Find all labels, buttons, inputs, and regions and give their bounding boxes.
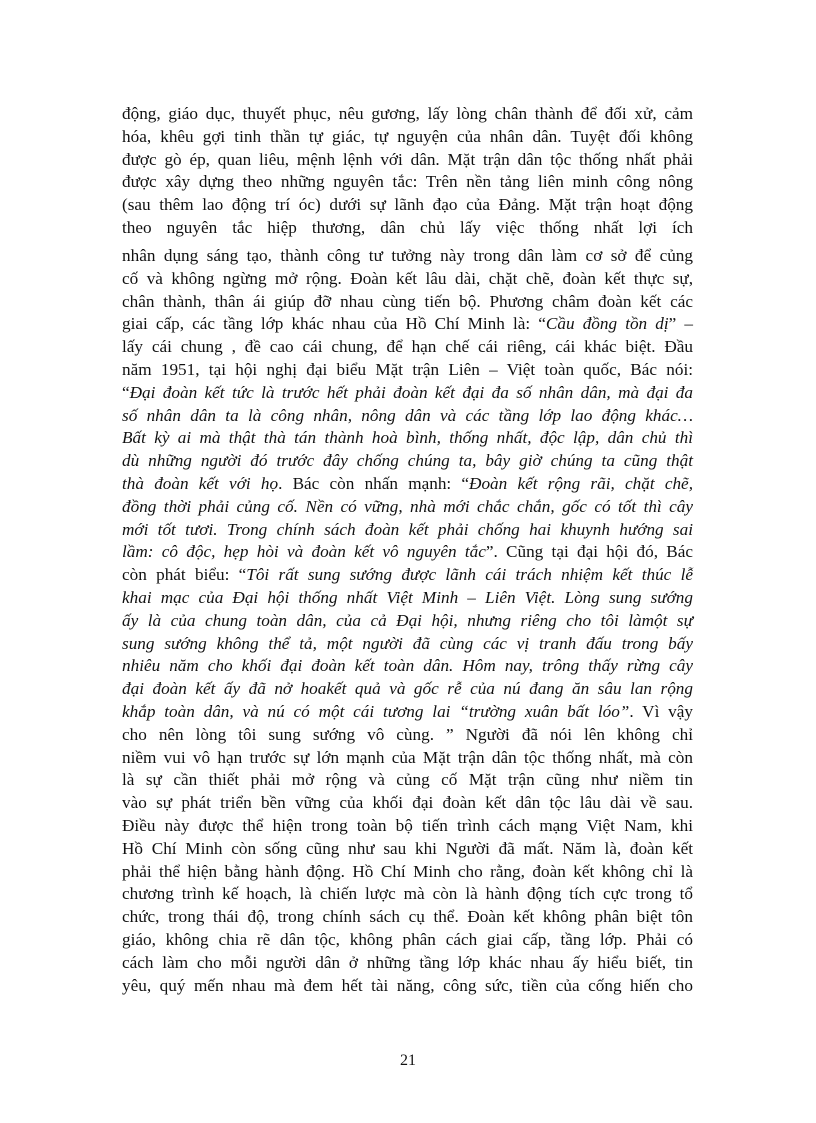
line-text: theo nguyên tắc hiệp thương, dân chủ lấy việc thống nhất lợi ích (122, 218, 693, 237)
text-line (122, 245, 693, 267)
text-line (122, 268, 693, 290)
line-text: động, giáo dục, thuyết phục, nêu gương, lấy lòng chân thành để đối xử, cảm (122, 104, 693, 123)
line-text: giáo, không chia rẽ dân tộc, không phân cách giai cấp, tầng lớp. Phải có (122, 930, 693, 949)
italic-quote-text: dù những người đó trước đây chống chúng ta, bây giờ chúng ta cũng thật (122, 451, 693, 471)
line-text: là sự cần thiết phải mở rộng và củng cố Mặt trận cũng như niềm tin (122, 770, 693, 790)
line-text: ” – (668, 314, 693, 334)
line-text: “ (122, 382, 130, 402)
text-line (122, 541, 693, 563)
line-text: năm 1951, tại hội nghị đại biểu Mặt trận Liên – Việt toàn quốc, Bác nói: (122, 360, 693, 379)
line-text: chân thành, thân ái giúp đỡ nhau cùng tiến bộ. Phương châm đoàn kết các (122, 291, 693, 311)
italic-quote-text: lầm: cô độc, hẹp hòi và đoàn kết vô nguyên tắc (122, 542, 486, 562)
italic-quote-text: Đoàn kết rộng rãi, chặt chẽ, (469, 474, 693, 493)
italic-quote-text: thà đoàn kết với họ (122, 474, 279, 493)
line-text: chức, trong thái độ, trong chính sách cụ thể. Đoàn kết không phân biệt tôn (122, 907, 693, 927)
text-line (122, 655, 693, 677)
text-line (122, 929, 693, 951)
italic-quote-text: khắp toàn dân, và nú có một cái tương lai “trường xuân bất lóo” (122, 702, 630, 721)
text-line (122, 587, 693, 609)
text-line (122, 313, 693, 335)
italic-quote-text: Đại đoàn kết tức là trước hết phải đoàn kết đại đa số nhân dân, mà đại đa (129, 382, 693, 402)
line-text: được gò ép, quan liêu, mệnh lệnh với dân. Mặt trận dân tộc thống nhất phải (122, 149, 693, 169)
text-line (122, 838, 693, 860)
line-text: . Bác còn nhấn mạnh: “ (278, 474, 470, 493)
text-line (122, 359, 693, 381)
page-number: 21 (400, 1052, 416, 1069)
text-line (122, 792, 693, 814)
text-line (122, 405, 693, 427)
line-text: niềm vui vô hạn trước sự lớn mạnh của Mặt trận dân tộc thống nhất, mà còn (122, 747, 693, 767)
line-text: Điều này được thể hiện trong toàn bộ tiến trình cách mạng Việt Nam, khi (122, 816, 693, 835)
text-line (122, 382, 693, 404)
line-text: được xây dựng theo những nguyên tắc: Trên nền tảng liên minh công nông (122, 172, 693, 192)
text-line (122, 194, 693, 216)
text-line (122, 633, 693, 655)
italic-quote-text: số nhân dân ta là công nhân, nông dân và các tầng lớp lao động khác… (122, 405, 693, 425)
text-line (122, 678, 693, 700)
text-line (122, 610, 693, 632)
line-text: (sau thêm lao động trí óc) dưới sự lãnh đạo của Đảng. Mặt trận hoạt động (122, 195, 693, 215)
italic-quote-text: ấy là của chung toàn dân, của cả Đại hội, nhưng riêng cho tôi làmột sự (122, 610, 693, 630)
text-line (122, 906, 693, 928)
line-text: cố và không ngừng mở rộng. Đoàn kết lâu dài, chặt chẽ, đoàn kết thực sự, (122, 268, 693, 288)
italic-quote-text: nhiêu năm cho khối đại đoàn kết toàn dân. Hôm nay, trông thấy rừng cây (122, 656, 693, 676)
line-text: cách làm cho mỗi người dân ở những tầng lớp khác nhau ấy hiểu biết, tin (122, 952, 693, 972)
italic-quote-text: Bất kỳ ai mà thật thà tán thành hoà bình, thống nhất, độc lập, dân chủ thì (122, 428, 693, 448)
text-line (122, 103, 693, 125)
line-text: còn phát biểu: “ (122, 565, 247, 585)
text-line (122, 519, 693, 541)
text-line (122, 473, 693, 495)
text-line (122, 747, 693, 769)
line-text: vào sự phát triển bền vững của khối đại đoàn kết dân tộc lâu dài về sau. (122, 793, 693, 813)
line-text: hóa, khêu gợi tinh thần tự giác, tự nguyện của nhân dân. Tuyệt đối không (122, 126, 693, 146)
text-line (122, 952, 693, 974)
text-line (122, 171, 693, 193)
text-line (122, 336, 693, 358)
line-text: giai cấp, các tầng lớp khác nhau của Hồ Chí Minh là: “ (122, 314, 546, 334)
text-line (122, 126, 693, 148)
text-line (122, 450, 693, 472)
line-text: lấy cái chung , đề cao cái chung, để hạn chế cái riêng, cái khác biệt. Đầu (122, 337, 693, 357)
text-line (122, 701, 693, 723)
line-text: Hồ Chí Minh còn sống cũng như sau khi Người đã mất. Năm là, đoàn kết (122, 838, 693, 858)
text-line (122, 427, 693, 449)
line-text: phải thể hiện bằng hành động. Hồ Chí Minh cho rằng, đoàn kết không chỉ là (122, 861, 693, 881)
text-line (122, 291, 693, 313)
text-line (122, 769, 693, 791)
text-line (122, 861, 693, 883)
text-line (122, 564, 693, 586)
italic-quote-text: khai mạc của Đại hội thống nhất Việt Minh – Liên Việt. Lòng sung sướng (122, 588, 693, 607)
italic-quote-text: Tôi rất sung sướng được lãnh cái trách nhiệm kết thúc lễ (246, 565, 693, 585)
line-text: chương trình kế hoạch, là chiến lược mà còn là hành động tích cực trong tổ (122, 884, 693, 904)
line-text: yêu, quý mến nhau mà đem hết tài năng, công sức, tiền của cống hiến cho (122, 975, 693, 995)
italic-quote-text: Cầu đồng tồn dị (545, 314, 669, 334)
line-text: ”. Cũng tại đại hội đó, Bác (485, 542, 693, 562)
text-line (122, 217, 693, 239)
text-line (122, 149, 693, 171)
italic-quote-text: đồng thời phải củng cố. Nền có vững, nhà mới chắc chắn, gốc có tốt thì cây (122, 496, 693, 516)
italic-quote-text: đại đoàn kết ấy đã nở hoakết quả và gốc rễ của nú đang ăn sâu lan rộng (122, 679, 693, 699)
italic-quote-text: mới tốt tươi. Trong chính sách đoàn kết phải chống hai khuynh hướng sai (122, 519, 693, 539)
text-line (122, 496, 693, 518)
text-line (122, 883, 693, 905)
line-text: nhân dụng sáng tạo, thành công tư tưởng này trong dân làm cơ sở để củng (122, 246, 693, 265)
text-line (122, 724, 693, 746)
italic-quote-text: sung sướng không thể tả, một người đã cùng các vị tranh đấu trong bấy (122, 633, 693, 653)
line-text: cho nên lòng tôi sung sướng vô cùng. ” Người đã nói lên không chỉ (122, 724, 693, 744)
line-text: . Vì vậy (629, 702, 693, 721)
text-line (122, 815, 693, 837)
text-line (122, 975, 693, 997)
